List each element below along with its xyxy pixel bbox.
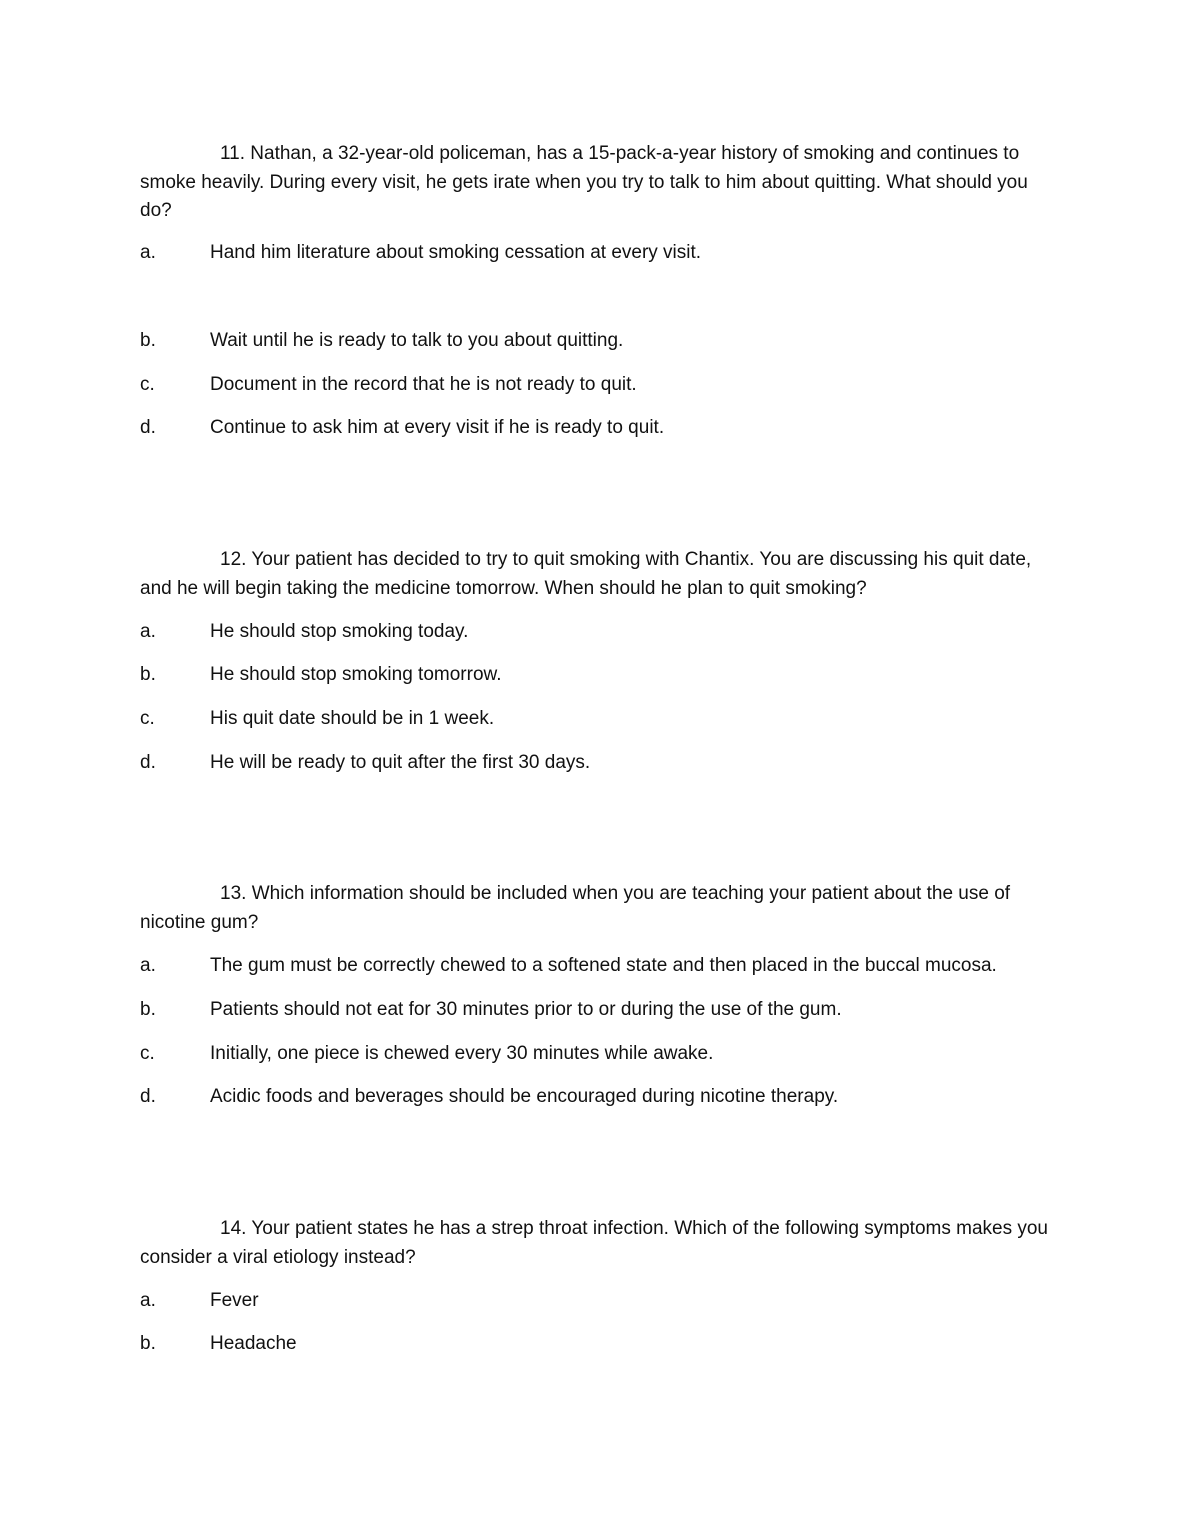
- option-letter: b.: [140, 1333, 156, 1354]
- question-stem: 12. Your patient has decided to try to quit smoking with Chantix. You are discussing his quit date, and he will begin taking the medicine tomorrow. When should he plan to quit smoking?: [140, 549, 1032, 599]
- option-text: He will be ready to quit after the first 30 days.: [210, 752, 591, 773]
- option-text: Hand him literature about smoking cessation at every visit.: [210, 242, 702, 263]
- question-stem: 13. Which information should be included when you are teaching your patient about the use of nicotine gum?: [140, 883, 1011, 933]
- option-text: Headache: [210, 1333, 297, 1354]
- option-text: Patients should not eat for 30 minutes prior to or during the use of the gum.: [210, 999, 842, 1020]
- option-text: Initially, one piece is chewed every 30 minutes while awake.: [210, 1043, 714, 1064]
- option-letter: b.: [140, 999, 156, 1020]
- option-letter: c.: [140, 1043, 155, 1064]
- option-text: His quit date should be in 1 week.: [210, 708, 495, 729]
- option-text: The gum must be correctly chewed to a softened state and then placed in the buccal mucosa.: [210, 955, 997, 976]
- option-letter: c.: [140, 708, 155, 729]
- option-text: Acidic foods and beverages should be encouraged during nicotine therapy.: [210, 1086, 839, 1107]
- option-letter: a.: [140, 955, 156, 976]
- option-letter: d.: [140, 1086, 156, 1107]
- question-stem: 14. Your patient states he has a strep throat infection. Which of the following symptoms makes you consider a viral etiology instead?: [140, 1218, 1049, 1268]
- option-letter: a.: [140, 242, 156, 263]
- question-13: [140, 880, 1055, 1107]
- option-letter: a.: [140, 1290, 156, 1311]
- question-12: [140, 546, 1055, 773]
- option-text: He should stop smoking today.: [210, 621, 469, 642]
- question-11: [140, 140, 1055, 438]
- option-letter: b.: [140, 664, 156, 685]
- option-letter: d.: [140, 752, 156, 773]
- option-letter: d.: [140, 417, 156, 438]
- option-text: Document in the record that he is not ready to quit.: [210, 374, 637, 395]
- option-text: He should stop smoking tomorrow.: [210, 664, 502, 685]
- option-letter: c.: [140, 374, 155, 395]
- question-stem: 11. Nathan, a 32-year-old policeman, has a 15-pack-a-year history of smoking and continues to smoke heavily. During every visit, he gets irate when you try to talk to him about quitting. What should you do?: [140, 143, 1028, 221]
- option-letter: b.: [140, 330, 156, 351]
- question-14: [140, 1215, 1055, 1354]
- option-text: Fever: [210, 1290, 259, 1311]
- option-text: Continue to ask him at every visit if he is ready to quit.: [210, 417, 665, 438]
- option-letter: a.: [140, 621, 156, 642]
- option-text: Wait until he is ready to talk to you about quitting.: [210, 330, 624, 351]
